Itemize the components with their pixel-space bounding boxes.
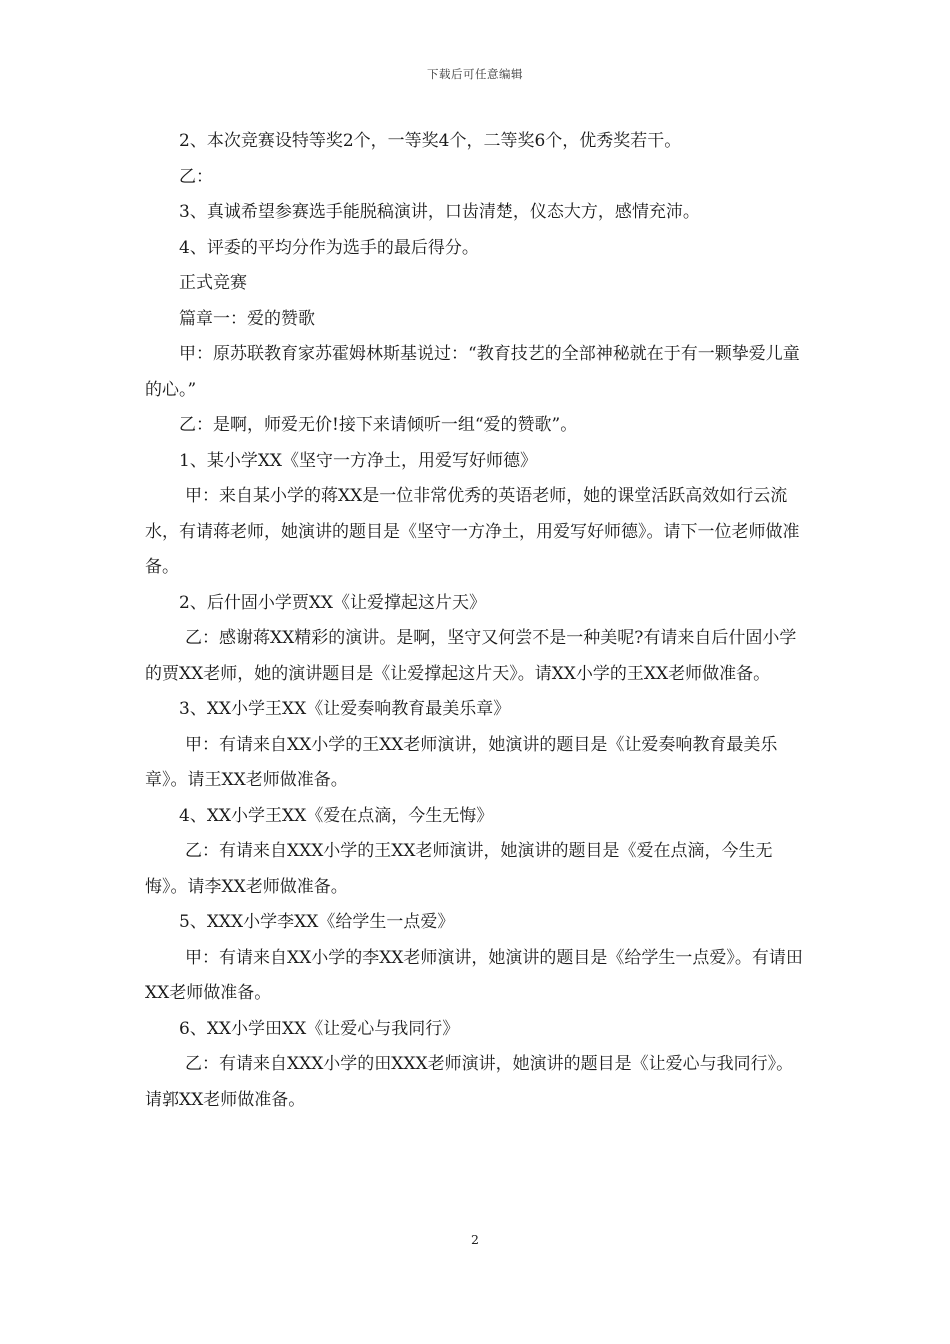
document-body	[145, 124, 807, 1118]
paragraph-18: 甲：有请来自XX小学的李XX老师演讲，她演讲的题目是《给学生一点爱》。有请田XX老师做准备。	[145, 947, 803, 1003]
speech-title-1: 1、某小学XX《坚守一方净土，用爱写好师德》	[179, 450, 538, 471]
paragraph-8: 乙：是啊，师爱无价!接下来请倾听一组“爱的赞歌”。	[179, 415, 578, 435]
paragraph-20: 乙：有请来自XXX小学的田XXX老师演讲，她演讲的题目是《让爱心与我同行》。请郭XX老师做准备。	[145, 1054, 794, 1110]
speech-title-5: 5、XXX小学李XX《给学生一点爱》	[179, 912, 455, 932]
paragraph-4: 4、评委的平均分作为选手的最后得分。	[179, 237, 479, 258]
speech-title-6: 6、XX小学田XX《让爱心与我同行》	[179, 1018, 460, 1039]
speech-title-3: 3、XX小学王XX《让爱奏响教育最美乐章》	[179, 699, 511, 719]
paragraph-16: 乙：有请来自XXX小学的王XX老师演讲，她演讲的题目是《爱在点滴，今生无悔》。请李XX老师做准备。	[145, 841, 773, 897]
paragraph-2: 乙：	[179, 166, 213, 187]
page-header: 下载后可任意编辑	[427, 67, 523, 81]
paragraph-14: 甲：有请来自XX小学的王XX老师演讲，她演讲的题目是《让爱奏响教育最美乐章》。请王XX老师做准备。	[145, 734, 778, 790]
speech-title-4: 4、XX小学王XX《爱在点滴，今生无悔》	[179, 805, 494, 826]
speech-title-2: 2、后什固小学贾XX《让爱撑起这片天》	[179, 592, 487, 613]
paragraph-3: 3、真诚希望参赛选手能脱稿演讲，口齿清楚，仪态大方，感情充沛。	[179, 202, 700, 222]
paragraph-10: 甲：来自某小学的蒋XX是一位非常优秀的英语老师，她的课堂活跃高效如行云流水，有请蒋老师，她演讲的题目是《坚守一方净土，用爱写好师德》。请下一位老师做准备。	[145, 486, 800, 577]
chapter-heading: 篇章一：爱的赞歌	[179, 308, 315, 329]
paragraph-7: 甲：原苏联教育家苏霍姆林斯基说过：“教育技艺的全部神秘就在于有一颗挚爱儿童的心。”	[145, 344, 800, 400]
section-heading: 正式竞赛	[179, 273, 247, 293]
paragraph-12: 乙：感谢蒋XX精彩的演讲。是啊，坚守又何尝不是一种美呢?有请来自后什固小学的贾XX老师，她的演讲题目是《让爱撑起这片天》。请XX小学的王XX老师做准备。	[145, 628, 797, 684]
page-number: 2	[471, 1232, 479, 1247]
paragraph-1: 2、本次竞赛设特等奖2个，一等奖4个，二等奖6个，优秀奖若干。	[179, 131, 682, 151]
